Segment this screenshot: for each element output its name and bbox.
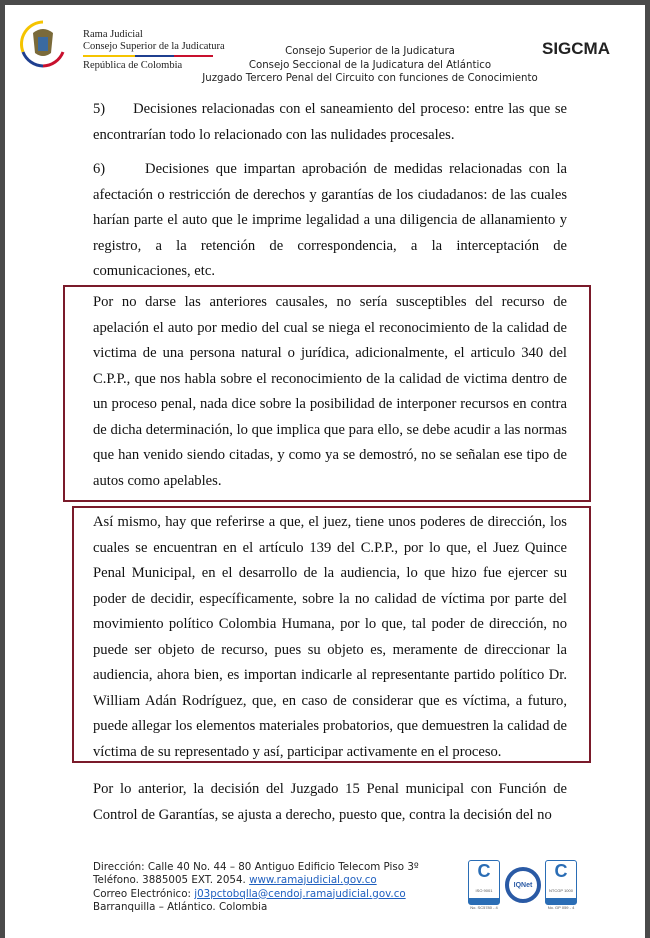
header-title1: Consejo Superior de la Judicatura [285, 46, 455, 57]
email-link[interactable]: j03pctobqlla@cendoj.ramajudicial.gov.co [194, 887, 406, 900]
org-line1: Rama Judicial [83, 29, 143, 40]
iso-9001-cert: C ISO 9001 No. SC5780 - 4 [468, 860, 500, 910]
paragraph-6: 6) Decisiones que impartan aprobación de medidas relacionadas con la afectación o restricción de derechos y garantías de los ciudadanos: de las cuales harían parte el auto que le imprime legalidad a una diligencia de allanamiento y registro, a la retención de correspondencia, a la interceptación de comunicaciones, etc. [93, 161, 567, 279]
org-line3: República de Colombia [83, 60, 183, 71]
brand-sigcma: SIGCMA [542, 39, 610, 58]
footer-email-label: Correo Electrónico: [93, 887, 195, 900]
org-line2: Consejo Superior de la Judicatura [83, 41, 225, 52]
footer-address: Dirección: Calle 40 No. 44 – 80 Antiguo Edificio Telecom Piso 3º [93, 861, 419, 873]
document-page [5, 5, 645, 938]
paragraph-5: 5) Decisiones relacionadas con el saneamiento del proceso: entre las que se encontrarían todo lo relacionado con las nulidades procesales. [93, 101, 567, 143]
footer-city: Barranquilla – Atlántico. Colombia [93, 900, 268, 913]
header-title3: Juzgado Tercero Penal del Circuito con funciones de Conocimiento [202, 73, 538, 84]
paragraph-poderes: Así mismo, hay que referirse a que, el juez, tiene unos poderes de dirección, los cuales se encuentran en el artículo 139 del C.P.P., por lo que, el Juez Quince Penal Municipal, en el desarrollo de la audiencia, lo que hizo fue ejercer su poder de decidir, específicamente, sobre la no calidad de víctima por parte del movimiento político Colombia Humana, por lo que, tal poder de dirección, no puede ser objeto de recurso, pues su objeto es, meramente de direccionar la audiencia, ahora bien, es importan indicarle al representante partido político Dr. William Adán Rodríguez, que, en caso de considerar que es víctima, a futuro, puede allegar los elementos materiales probatorios, que demuestren la calidad de víctima de su representado y así, participar activamente en el proceso. [93, 514, 567, 760]
paragraph-causales: Por no darse las anteriores causales, no sería susceptibles del recurso de apelación el auto por medio del cual se niega el reconocimiento de la calidad de victima de una persona natural o jurídica, adicionalmente, el articulo 340 del C.P.P., que nos habla sobre el reconocimiento de la calidad de victima dentro de un proceso penal, nada dice sobre la posibilidad de interponer recursos en contra de dicha determinación, lo que implica que para ello, se debe acudir a las normas que han venido siendo citadas, y como ya se demostró, no se señalan ese tipo de autos como apelables. [93, 294, 567, 489]
iqnet-cert: IQNet [505, 867, 541, 903]
coat-of-arms-logo [19, 19, 67, 69]
footer-contact [93, 861, 419, 914]
website-link[interactable]: www.ramajudicial.gov.co [249, 874, 377, 887]
ntcgp-1000-cert: C NTCGP 1000 No. GP 059 - 4 [545, 860, 577, 910]
paragraph-conclusion: Por lo anterior, la decisión del Juzgado 15 Penal municipal con Función de Control de Garantías, se ajusta a derecho, puesto que, contra la decisión del no [93, 781, 567, 823]
footer-phone: Teléfono. 3885005 EXT. 2054. [93, 874, 250, 887]
header-title2: Consejo Seccional de la Judicatura del Atlántico [248, 59, 492, 71]
header-titles [155, 45, 585, 86]
